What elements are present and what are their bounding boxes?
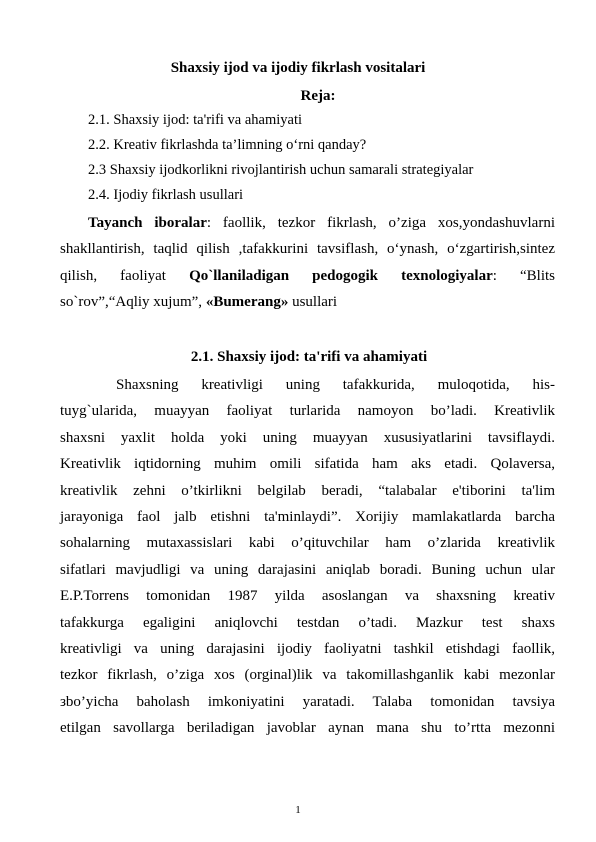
body-line: tafakkurga egaligini aniqlovchi testdan o’tadi. Mazkur test shaxs	[60, 614, 555, 631]
keywords-label: Tayanch iboralar	[88, 215, 207, 231]
body-line: jarayoniga faol jalb etishni ta'minlaydi”. Xorijiy mamlakatlarda barcha	[60, 508, 555, 525]
plan-item: 2.1. Shaxsiy ijod: ta'rifi va ahamiyati	[88, 112, 303, 128]
keywords-line: so`rov”,“Aqliy xujum”, «Bumerang» usullari	[60, 294, 338, 311]
body-line: sohalarning mutaxassislari kabi o’qituvchilar ham o’zlarida kreativlik	[60, 535, 555, 552]
body-line: etilgan savollarga beriladigan javoblar aynan mana shu to’rtta mezonni	[60, 720, 555, 737]
body-line: tezkor fikrlash, o’ziga xos (orginal)lik va takomillashganlik kabi mezonlar	[60, 667, 555, 684]
body-line: E.P.Torrens tomonidan 1987 yilda asoslangan va shaxsning kreativ	[60, 588, 555, 605]
bumerang-label: «Bumerang»	[205, 294, 289, 311]
body-line: kreativlik zehni o’tkirlikni belgilab beradi, “talabalar e'tiborini ta'lim	[60, 482, 555, 499]
technologies-label: Qo`llaniladigan pedogogik texnologiyalar	[189, 267, 493, 284]
body-line: Shaxsning kreativligi uning tafakkurida, muloqotida, his-	[116, 377, 555, 393]
body-line: tuyg`ularida, muayyan faoliyat turlarida namoyon bo’ladi. Kreativlik	[60, 403, 555, 420]
body-line: sifatlari mavjudligi va uning darajasini aniqlab boradi. Buning uchun ular	[60, 561, 555, 578]
body-paragraph	[60, 372, 555, 741]
plan-item: 2.2. Kreativ fikrlashda ta’limning o‘rni qanday?	[88, 137, 367, 153]
keywords-paragraph	[60, 210, 555, 316]
plan-heading: Reja:	[300, 88, 336, 104]
plan-item: 2.3 Shaxsiy ijodkorlikni rivojlantirish uchun samarali strategiyalar	[88, 162, 474, 178]
page-number: 1	[295, 804, 301, 816]
keywords-line: qilish, faoliyat Qo`llaniladigan pedogogik texnologiyalar: “Blits	[60, 267, 555, 284]
document-title: Shaxsiy ijod va ijodiy fikrlash vositalari	[170, 60, 426, 76]
keywords-line: shakllantirish, taqlid qilish ,tafakkurini tavsiflash, o‘ynash, o‘zgartirish,sintez	[60, 241, 555, 258]
body-line: kreativligi va uning darajasini ijodiy faoliyatni tashkil etishdagi faollik,	[60, 640, 555, 657]
body-line: зbo’yicha baholash imkoniyatini yaratadi. Talaba tomonidan tavsiya	[60, 693, 555, 710]
keywords-line: Tayanch iboralar: faollik, tezkor fikrlash, o’ziga xos,yondashuvlarni	[88, 215, 555, 231]
section-heading: 2.1. Shaxsiy ijod: ta'rifi va ahamiyati	[190, 349, 428, 365]
body-line: shaxsni yaxlit holda yoki uning muayyan xususiyatlarini tavsiflaydi.	[60, 429, 555, 446]
body-line: Kreativlik iqtidorning muhim omili sifatida ham aks etadi. Qolaversa,	[60, 456, 555, 473]
plan-item: 2.4. Ijodiy fikrlash usullari	[88, 187, 244, 203]
